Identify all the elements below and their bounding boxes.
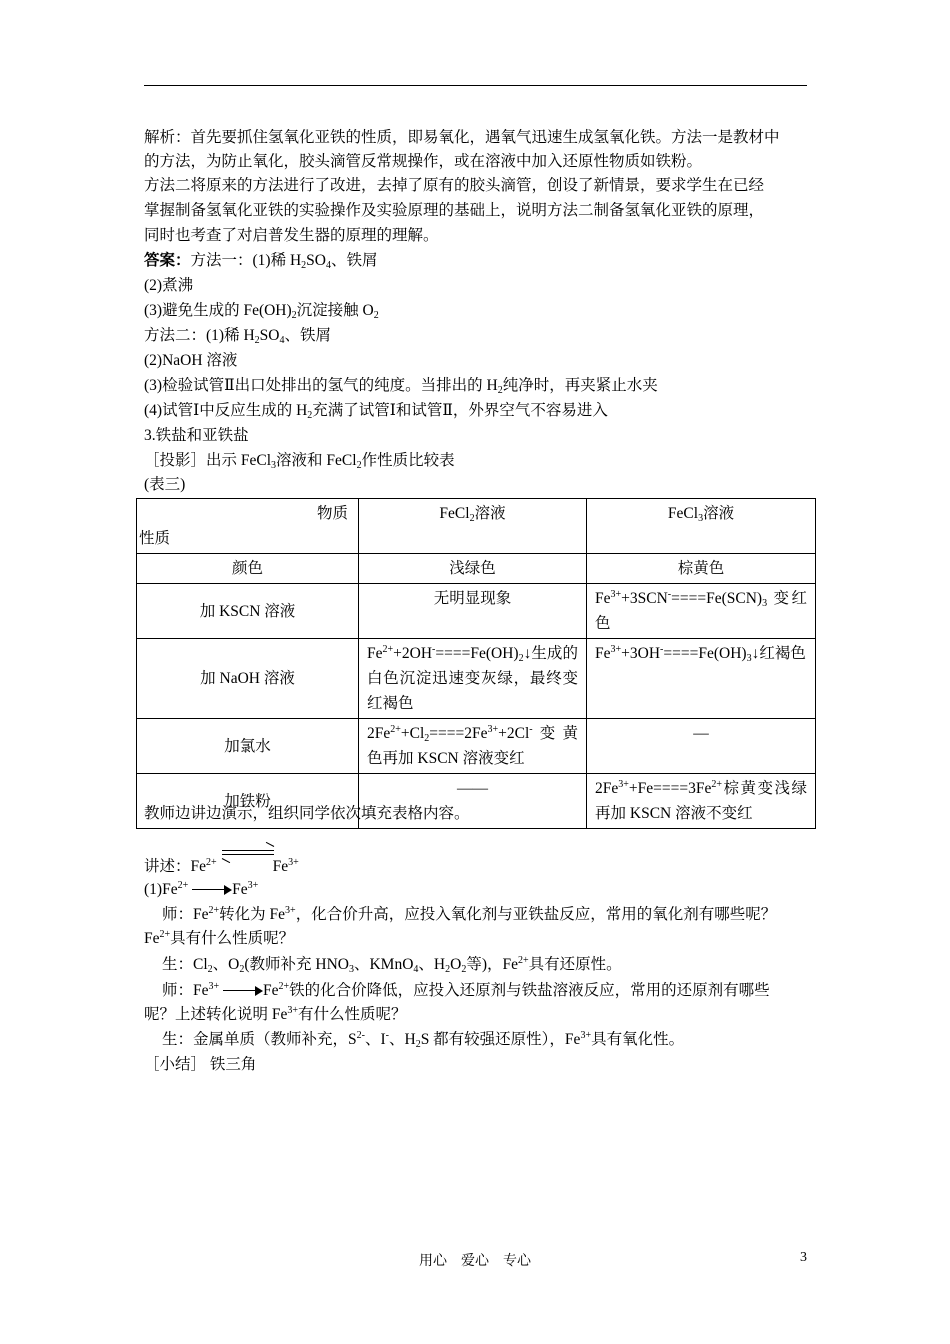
equilibrium-arrow-icon: [222, 848, 274, 860]
cell-naoh-fecl2: $Fe^{2+}+2OH^-====Fe(OH)_2↓$生成的白色沉淀迅速变灰绿，最终变红褐色: [359, 639, 587, 719]
table-row: [137, 584, 816, 639]
cell-iron-fecl3: $2Fe^{3+}+Fe====3Fe^{2+}$棕黄变浅绿再加 KSCN 溶液不变红: [587, 774, 816, 829]
table-header-row: [137, 499, 816, 554]
analysis-line-5: 同时也考查了对启普发生器的原理的理解。: [144, 227, 439, 244]
answer-m1-2: (2)煮沸: [144, 277, 194, 294]
student-line-2: 生：金属单质（教师补充，$S^{2-}$、I-、$H_2S$ 都有较强还原性），$Fe^{3+}$具有氧化性。: [162, 1030, 685, 1050]
header-substance: 物质: [316, 505, 348, 522]
summary-line: ［小结］ 铁三角: [144, 1056, 257, 1073]
right-arrow-icon: [192, 885, 232, 895]
teacher-line-2b: 呢？上述转化说明 $Fe^{3+}$有什么性质呢？: [144, 1005, 407, 1023]
row-label-kscn: 加 KSCN 溶液: [137, 584, 359, 639]
header-fecl3: FeCl$_3$溶液: [587, 499, 816, 554]
student-line-1: 生：$Cl_2$、$O_2$(教师补充 $HNO_3$、KMnO$_4$、$H_2O_2$等)，$Fe^{2+}$具有还原性。: [162, 955, 622, 975]
cell-iron-fecl2: ——: [359, 774, 587, 829]
row-label-naoh: 加 NaOH 溶液: [137, 639, 359, 719]
table-row: [137, 639, 816, 719]
answer-m2-3: (3)检验试管Ⅱ出口处排出的氢气的纯度。当排出的 $H_2$纯净时，再夹紧止水夹: [144, 377, 658, 396]
table-row: [137, 554, 816, 584]
answer-method1-line: 答案：方法一：(1)稀 $H_2SO_4$、铁屑: [144, 252, 378, 271]
section-heading: 3.铁盐和亚铁盐: [144, 427, 249, 444]
row-label-color: 颜色: [137, 554, 359, 584]
page-footer: 用心 爱心 专心: [419, 1254, 531, 1269]
page-number: 3: [800, 1250, 807, 1265]
cell-color-fecl3: 棕黄色: [587, 554, 816, 584]
analysis-line-1: 解析：首先要抓住氢氧化亚铁的性质，即易氧化，遇氧气迅速生成氢氧化铁。方法一是教材中: [144, 129, 780, 146]
analysis-line-3: 方法二将原来的方法进行了改进，去掉了原有的胶头滴管，创设了新情景，要求学生在已经: [144, 177, 765, 194]
lecture-line: 讲述：$Fe^{2+}$ $Fe^{3+}$: [144, 857, 299, 875]
teacher-line-1b: $Fe^{2+}$具有什么性质呢？: [144, 929, 295, 947]
answer-m2-2: (2)NaOH 溶液: [144, 352, 238, 369]
teacher-line-2: 师：$Fe^{3+}$ $Fe^{2+}$铁的化合价降低，应投入还原剂与铁盐溶液反应，常用的还原剂有哪些: [162, 981, 770, 999]
table-caption: (表三): [144, 476, 186, 493]
cell-kscn-fecl2: 无明显现象: [359, 584, 587, 639]
row-label-iron: 加铁粉: [137, 774, 359, 829]
answer-method2-line: 方法二：(1)稀 $H_2SO_4$、铁屑: [144, 327, 331, 346]
cell-chlorine-fecl2: $2Fe^{2+}+Cl_2====2Fe^{3+}+2Cl^-$变黄色再加 KSCN 溶液变红: [359, 719, 587, 774]
cell-kscn-fecl3: $Fe^{3+}+3SCN^-====Fe(SCN)_3$ 变红色: [587, 584, 816, 639]
answer-label: 答案：: [144, 252, 191, 269]
header-diagonal-cell: [137, 499, 359, 554]
header-property: 性质: [139, 530, 171, 547]
header-fecl2: FeCl$_2$溶液: [359, 499, 587, 554]
projection-line: ［投影］出示 FeCl$_3$溶液和 FeCl$_2$作性质比较表: [144, 452, 455, 471]
analysis-line-2: 的方法，为防止氧化，胶头滴管反常规操作，或在溶液中加入还原性物质如铁粉。: [144, 153, 703, 170]
table-row: [137, 719, 816, 774]
answer-m2-4: (4)试管Ⅰ中反应生成的 $H_2$充满了试管Ⅰ和试管Ⅱ，外界空气不容易进入: [144, 402, 608, 421]
analysis-line-4: 掌握制备氢氧化亚铁的实验操作及实验原理的基础上，说明方法二制备氢氧化亚铁的原理，: [144, 202, 765, 219]
teacher-line-1: 师：$Fe^{2+}$转化为 $Fe^{3+}$，化合价升高，应投入氧化剂与亚铁盐反应，常用的氧化剂有哪些呢？: [162, 905, 777, 923]
row-label-chlorine: 加氯水: [137, 719, 359, 774]
comparison-table: [136, 498, 816, 829]
teacher-demo: 教师边讲边演示，组织同学依次填充表格内容。: [144, 805, 470, 822]
cell-chlorine-fecl3: —: [587, 719, 816, 774]
item-1: $(1)Fe^{2+}$ $Fe^{3+}$: [144, 880, 259, 898]
cell-naoh-fecl3: $Fe^{3+}+3OH^-====Fe(OH)_3↓$红褐色: [587, 639, 816, 719]
header-rule: [144, 85, 807, 86]
right-arrow-icon: [223, 986, 263, 996]
answer-m1-3: (3)避免生成的 $Fe(OH)_2$沉淀接触 $O_2$: [144, 302, 379, 321]
cell-color-fecl2: 浅绿色: [359, 554, 587, 584]
